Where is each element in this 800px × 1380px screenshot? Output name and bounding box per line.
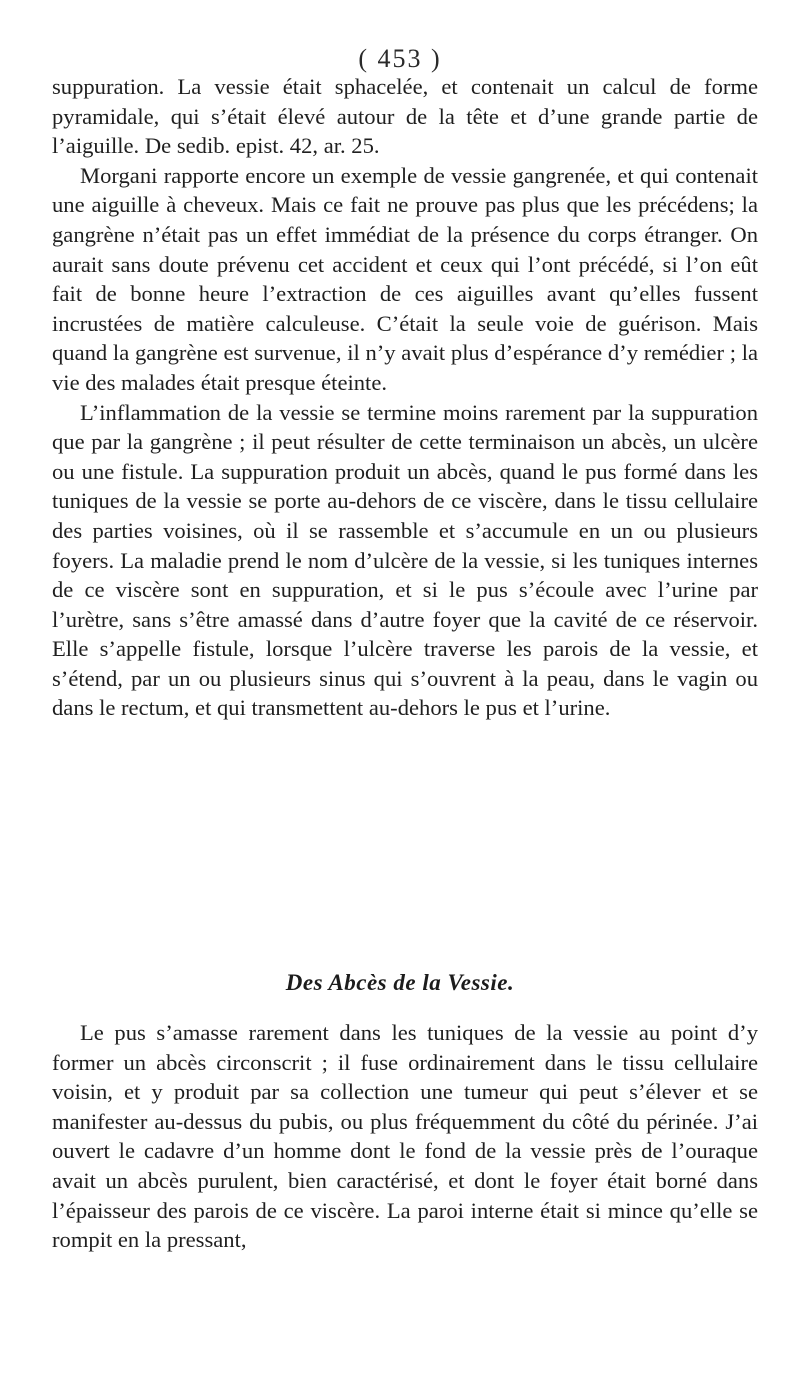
- body-text-top: [52, 72, 758, 723]
- paragraph-continuation: suppuration. La vessie était sphacelée, et contenait un calcul de forme pyramidale, qui s’était élevé autour de la tête et d’une grande partie de l’aiguille. De sedib. epist. 42, ar. 25.: [52, 74, 758, 159]
- page-number: ( 453 ): [358, 44, 442, 73]
- paragraph-morgani: Morgani rapporte encore un exemple de vessie gangrenée, et qui contenait une aiguille à cheveux. Mais ce fait ne prouve pas plus que les précédens; la gangrène n’était pas un effet immédiat de la présence du corps étranger. On aurait sans doute prévenu cet accident et ceux qui l’ont précédé, si l’on eût fait de bonne heure l’extraction de ces aiguilles avant qu’elles fussent incrustées de matière calculeuse. C’était la seule voie de guérison. Mais quand la gangrène est survenue, il n’y avait plus d’espérance d’y remédier ; la vie des malades était presque éteinte.: [52, 162, 758, 395]
- paragraph-inflammation: L’inflammation de la vessie se termine moins rarement par la suppuration que par la gangrène ; il peut résulter de cette terminaison un abcès, un ulcère ou une fistule. La suppuration produit un abcès, quand le pus formé dans les tuniques de la vessie se porte au-dehors de ce viscère, dans le tissu cellulaire des parties voisines, où il se rassemble et s’accumule en un ou plusieurs foyers. La maladie prend le nom d’ulcère de la vessie, si les tuniques internes de ce viscère sont en suppuration, et si le pus s’écoule avec l’urine par l’urètre, sans s’être amassé dans d’autre foyer que la cavité de ce réservoir. Elle s’appelle fistule, lorsque l’ulcère traverse les parois de la vessie, et s’étend, par un ou plusieurs sinus qui s’ouvrent à la peau, dans le vagin ou dans le rectum, et qui transmettent au-dehors le pus et l’urine.: [52, 399, 758, 721]
- paragraph-abces: Le pus s’amasse rarement dans les tuniques de la vessie au point d’y former un abcès circonscrit ; il fuse ordinairement dans le tissu cellulaire voisin, et y produit par sa collection une tumeur qui peut s’élever et se manifester au-dessus du pubis, ou plus fréquemment du côté du périnée. J’ai ouvert le cadavre d’un homme dont le fond de la vessie près de l’ouraque avait un abcès purulent, bien caractérisé, et dont le foyer était borné dans l’épaisseur des parois de ce viscère. La paroi interne était si mince qu’elle se rompit en la pressant,: [52, 1020, 758, 1253]
- section-heading: Des Abcès de la Vessie.: [285, 970, 515, 995]
- body-text-bottom: [52, 1018, 758, 1255]
